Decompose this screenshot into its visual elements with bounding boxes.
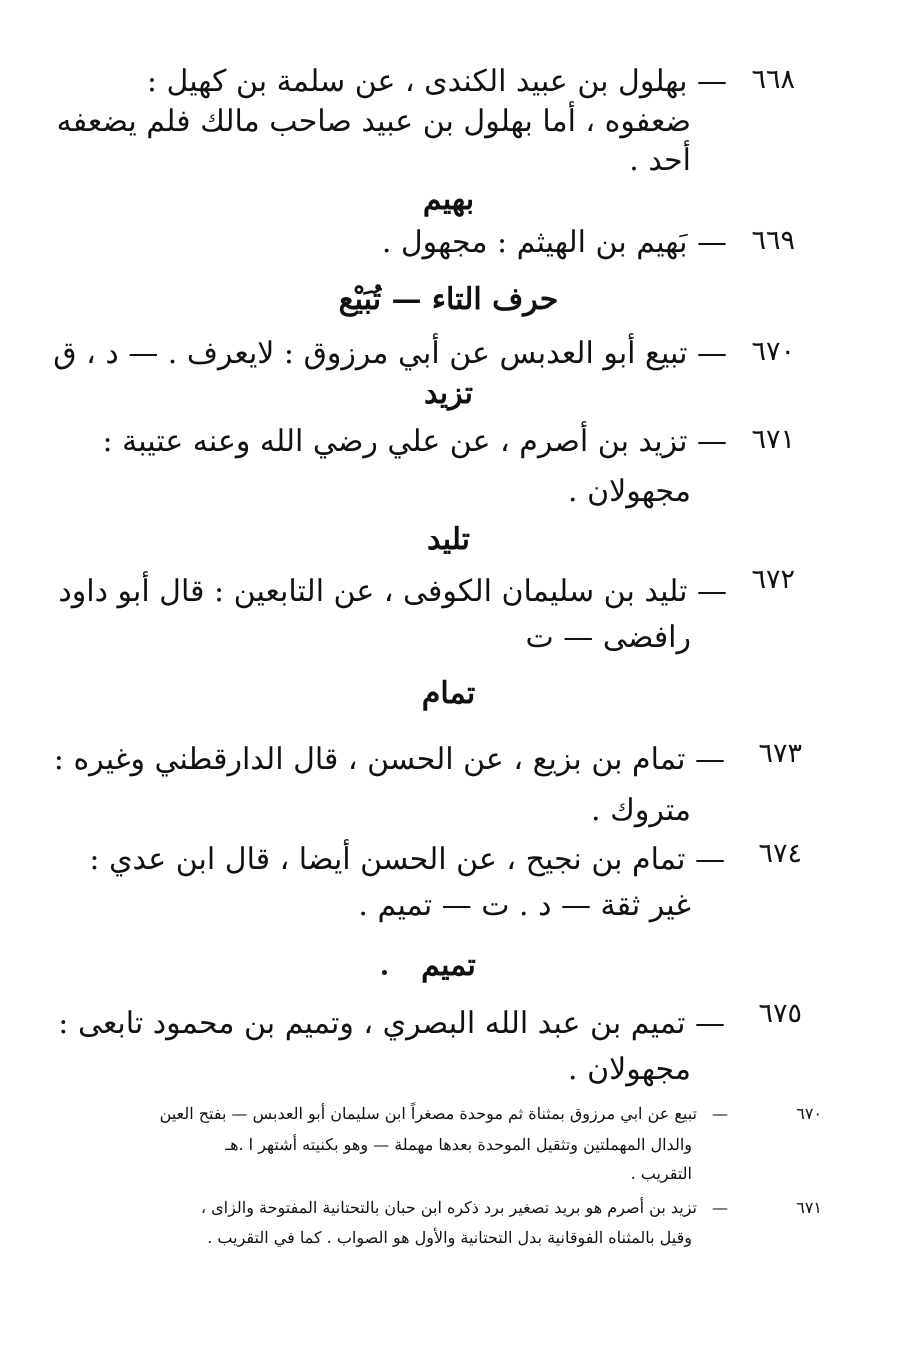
- entry-number: ٦٦٨: [751, 64, 795, 95]
- entry-text-line: مجهولان .: [568, 474, 691, 509]
- entry-text-line: ضعفوه ، أما بهلول بن عبيد صاحب مالك فلم يضعفه: [56, 104, 691, 139]
- entry-text-line: مجهولان .: [568, 1052, 691, 1087]
- footnote-line: وقيل بالمثناه الفوقانية بدل التحتانية والأول هو الصواب . كما في التقريب .: [207, 1228, 692, 1247]
- entry-number: ٦٧٢: [751, 564, 795, 595]
- entry-text-line: أحد .: [629, 143, 691, 178]
- ink-speck: [382, 970, 387, 975]
- entry-text-line: — تبيع أبو العدبس عن أبي مرزوق : لايعرف . — د ، ق: [53, 336, 727, 371]
- footnote-dash: —: [712, 1104, 728, 1123]
- section-heading: حرف التاء — تُبَيْع: [338, 282, 559, 317]
- entry-text-line: — تميم بن عبد الله البصري ، وتميم بن محمود تابعى :: [58, 1006, 725, 1041]
- section-heading: تليد: [426, 522, 471, 557]
- section-heading: بهيم: [422, 182, 475, 217]
- entry-text-line: — بهلول بن عبيد الكندى ، عن سلمة بن كهيل :: [146, 64, 727, 99]
- entry-number: ٦٧٥: [758, 998, 802, 1029]
- entry-number: ٦٧١: [751, 424, 795, 455]
- footnote-dash: —: [712, 1198, 728, 1217]
- section-heading: تزيد: [424, 376, 473, 411]
- footnote-line: تزيد بن أصرم هو بريد تصغير برد ذكره ابن حبان بالتحتانية المفتوحة والزاى ،: [200, 1198, 697, 1217]
- footnote-line: تبيع عن ابي مرزوق بمثناة ثم موحدة مصغراً ابن سليمان أبو العدبس — بفتح العين: [159, 1104, 697, 1123]
- footnote-line: والدال المهملتين وتثقيل الموحدة بعدها مهملة — وهو بكنيته أشتهر ا .هـ: [225, 1135, 692, 1154]
- entry-number: ٦٦٩: [751, 225, 795, 256]
- entry-text-line: — تزيد بن أصرم ، عن علي رضي الله وعنه عتيبة :: [102, 424, 727, 459]
- entry-text-line: — تليد بن سليمان الكوفى ، عن التابعين : قال أبو داود: [58, 574, 727, 609]
- footnote-line: التقريب .: [630, 1164, 692, 1183]
- entry-text-line: — تمام بن نجيح ، عن الحسن أيضا ، قال ابن عدي :: [89, 842, 725, 877]
- entry-text-line: رافضى — ت: [525, 620, 691, 655]
- entry-number: ٦٧٤: [758, 838, 802, 869]
- entry-number: ٦٧٠: [751, 336, 795, 367]
- entry-text-line: غير ثقة — د . ت — تميم .: [358, 888, 691, 923]
- footnote-number: ٦٧١: [796, 1198, 822, 1217]
- entry-text-line: — تمام بن بزيع ، عن الحسن ، قال الدارقطني وغيره :: [53, 742, 725, 777]
- section-heading: تمام: [421, 676, 476, 711]
- entry-text-line: — بَهيم بن الهيثم : مجهول .: [381, 225, 727, 260]
- entry-number: ٦٧٣: [758, 738, 802, 769]
- entry-text-line: متروك .: [591, 793, 691, 828]
- footnote-number: ٦٧٠: [796, 1104, 822, 1123]
- section-heading: تميم: [421, 948, 476, 983]
